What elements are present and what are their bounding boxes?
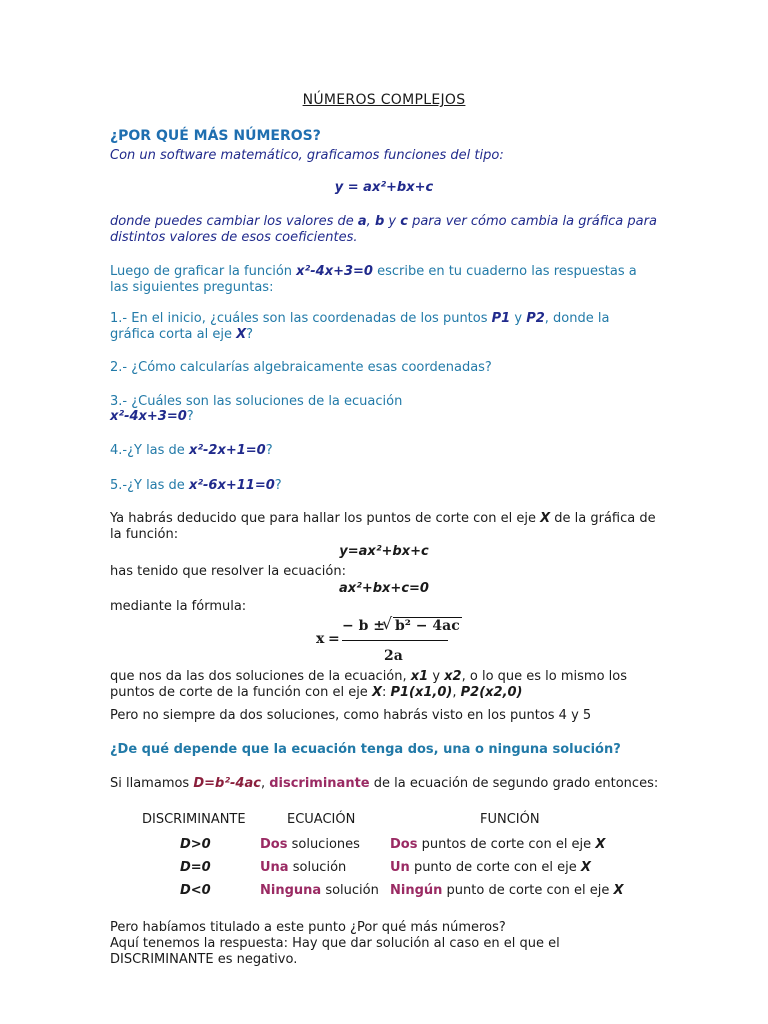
table-row-1-function xyxy=(390,837,605,852)
text: y xyxy=(428,669,445,684)
question-1-line-1 xyxy=(110,311,609,326)
coef-a: a xyxy=(357,214,367,229)
text: , donde la xyxy=(544,311,610,326)
text: donde puedes cambiar los valores de xyxy=(110,214,358,229)
text: , xyxy=(260,776,270,791)
general-function xyxy=(0,180,768,195)
table-row-2-d: D=0 xyxy=(180,860,211,875)
formula-lhs: x xyxy=(316,631,325,647)
table-row-3-equation xyxy=(260,883,379,898)
fraction-bar xyxy=(342,640,448,641)
axis-x: X xyxy=(613,883,624,898)
text: de la gráfica de xyxy=(550,511,656,526)
coef-c: c xyxy=(400,214,408,229)
formula-radicand: b² − 4ac xyxy=(395,618,460,634)
quadratic-formula xyxy=(316,614,460,670)
text: que nos da las dos soluciones de la ecuación, xyxy=(110,669,411,684)
text: puntos de corte con el eje xyxy=(417,837,596,852)
equation: ax²+bx+c=0 xyxy=(339,581,429,596)
function: y=ax²+bx+c xyxy=(339,544,429,559)
text: , o lo que es lo mismo los xyxy=(461,669,628,684)
function-formula xyxy=(0,544,768,559)
not-always-two: Pero no siempre da dos soluciones, como habrás visto en los puntos 4 y 5 xyxy=(110,708,592,723)
text: Una xyxy=(260,860,289,875)
closing-line-3: DISCRIMINANTE es negativo. xyxy=(110,952,298,967)
intro-text: Con un software matemático, graficamos funciones del tipo: xyxy=(110,148,504,163)
formula-intro: mediante la fórmula: xyxy=(110,599,247,614)
text: y xyxy=(510,311,527,326)
closing-line-2: Aquí tenemos la respuesta: Hay que dar solución al caso en el que el xyxy=(110,936,560,951)
text: ? xyxy=(265,443,273,458)
text: para ver cómo cambia la gráfica para xyxy=(407,214,657,229)
text: ? xyxy=(186,409,194,424)
text: punto de corte con el eje xyxy=(409,860,581,875)
table-row-3-function xyxy=(390,883,624,898)
question-1-line-2 xyxy=(110,327,253,342)
text: 1.- En el inicio, ¿cuáles son las coordenadas de los puntos xyxy=(110,311,492,326)
discriminant-definition xyxy=(110,776,658,791)
text: Ya habrás deducido que para hallar los puntos de corte con el eje xyxy=(110,511,541,526)
deduction-line-1 xyxy=(110,511,656,526)
axis-x: X xyxy=(595,837,606,852)
table-row-1-equation xyxy=(260,837,360,852)
text: gráfica corta al eje xyxy=(110,327,237,342)
text: 4.-¿Y las de xyxy=(110,443,189,458)
text: Si llamamos xyxy=(110,776,194,791)
text: solución xyxy=(288,860,347,875)
text: punto de corte con el eje xyxy=(442,883,614,898)
table-header-discriminant: DISCRIMINANTE xyxy=(142,812,246,827)
text: y xyxy=(384,214,401,229)
table-header-equation: ECUACIÓN xyxy=(287,812,356,827)
axis-x: X xyxy=(371,685,382,700)
question-2: 2.- ¿Cómo calcularías algebraicamente esas coordenadas? xyxy=(110,360,492,375)
axis-x: X xyxy=(540,511,551,526)
text: 5.-¿Y las de xyxy=(110,478,189,493)
section-heading-why-more-numbers: ¿POR QUÉ MÁS NÚMEROS? xyxy=(110,128,321,144)
text: Luego de graficar la función xyxy=(110,264,297,279)
formula-numerator-prefix: − b ± xyxy=(342,618,385,634)
question-3-line-1: 3.- ¿Cuáles son las soluciones de la ecuación xyxy=(110,394,403,409)
quadratic-equation xyxy=(0,581,768,596)
table-row-2-function xyxy=(390,860,591,875)
equation: x²-4x+3=0 xyxy=(110,409,187,424)
deduction-line-2: la función: xyxy=(110,527,179,542)
closing-line-1: Pero habíamos titulado a este punto ¿Por qué más números? xyxy=(110,920,506,935)
text: puntos de corte de la función con el eje xyxy=(110,685,372,700)
text: ? xyxy=(274,478,282,493)
equation: x²-4x+3=0 xyxy=(296,264,373,279)
resolve-text: has tenido que resolver la ecuación: xyxy=(110,564,346,579)
discriminant-term: discriminante xyxy=(269,776,370,791)
text: escribe en tu cuaderno las respuestas a xyxy=(372,264,637,279)
text: Un xyxy=(390,860,410,875)
coefficients-line-2: distintos valores de esos coeficientes. xyxy=(110,230,358,245)
text: , xyxy=(452,685,461,700)
solution-x1: x1 xyxy=(410,669,429,684)
coefficients-line-1 xyxy=(110,214,657,229)
coef-b: b xyxy=(374,214,385,229)
question-3-line-2 xyxy=(110,409,194,424)
table-row-1-d: D>0 xyxy=(180,837,211,852)
axis-x: X xyxy=(580,860,591,875)
solutions-line-1 xyxy=(110,669,627,684)
text: Ningún xyxy=(390,883,443,898)
solution-x2: x2 xyxy=(444,669,462,684)
table-row-3-d: D<0 xyxy=(180,883,211,898)
text: soluciones xyxy=(287,837,360,852)
text: de la ecuación de segundo grado entonces: xyxy=(369,776,659,791)
point-p2: P2(x2,0) xyxy=(460,685,523,700)
text: Dos xyxy=(390,837,418,852)
equation: x²-2x+1=0 xyxy=(188,443,266,458)
formula-equals: = xyxy=(328,631,340,647)
text: solución xyxy=(321,883,379,898)
section-heading-depends: ¿De qué depende que la ecuación tenga dos, una o ninguna solución? xyxy=(110,742,621,757)
page-title: NÚMEROS COMPLEJOS xyxy=(302,92,466,108)
text: : xyxy=(381,685,391,700)
question-5 xyxy=(110,478,282,493)
instruction-line-1 xyxy=(110,264,637,279)
table-row-2-equation xyxy=(260,860,346,875)
text: Ninguna xyxy=(260,883,322,898)
text: , xyxy=(366,214,375,229)
point-p1: P1 xyxy=(491,311,511,326)
instruction-line-2: las siguientes preguntas: xyxy=(110,280,274,295)
general-function-formula: y = ax²+bx+c xyxy=(334,180,434,195)
point-p1: P1(x1,0) xyxy=(390,685,453,700)
question-4 xyxy=(110,443,273,458)
axis-x: X xyxy=(236,327,247,342)
discriminant-formula: D=b²-4ac xyxy=(193,776,261,791)
point-p2: P2 xyxy=(526,311,545,326)
sqrt-icon: √ xyxy=(382,614,393,633)
formula-denominator: 2a xyxy=(384,648,403,664)
text: Dos xyxy=(260,837,288,852)
text: ? xyxy=(246,327,254,342)
equation: x²-6x+11=0 xyxy=(188,478,275,493)
solutions-line-2 xyxy=(110,685,523,700)
table-header-function: FUNCIÓN xyxy=(480,812,540,827)
